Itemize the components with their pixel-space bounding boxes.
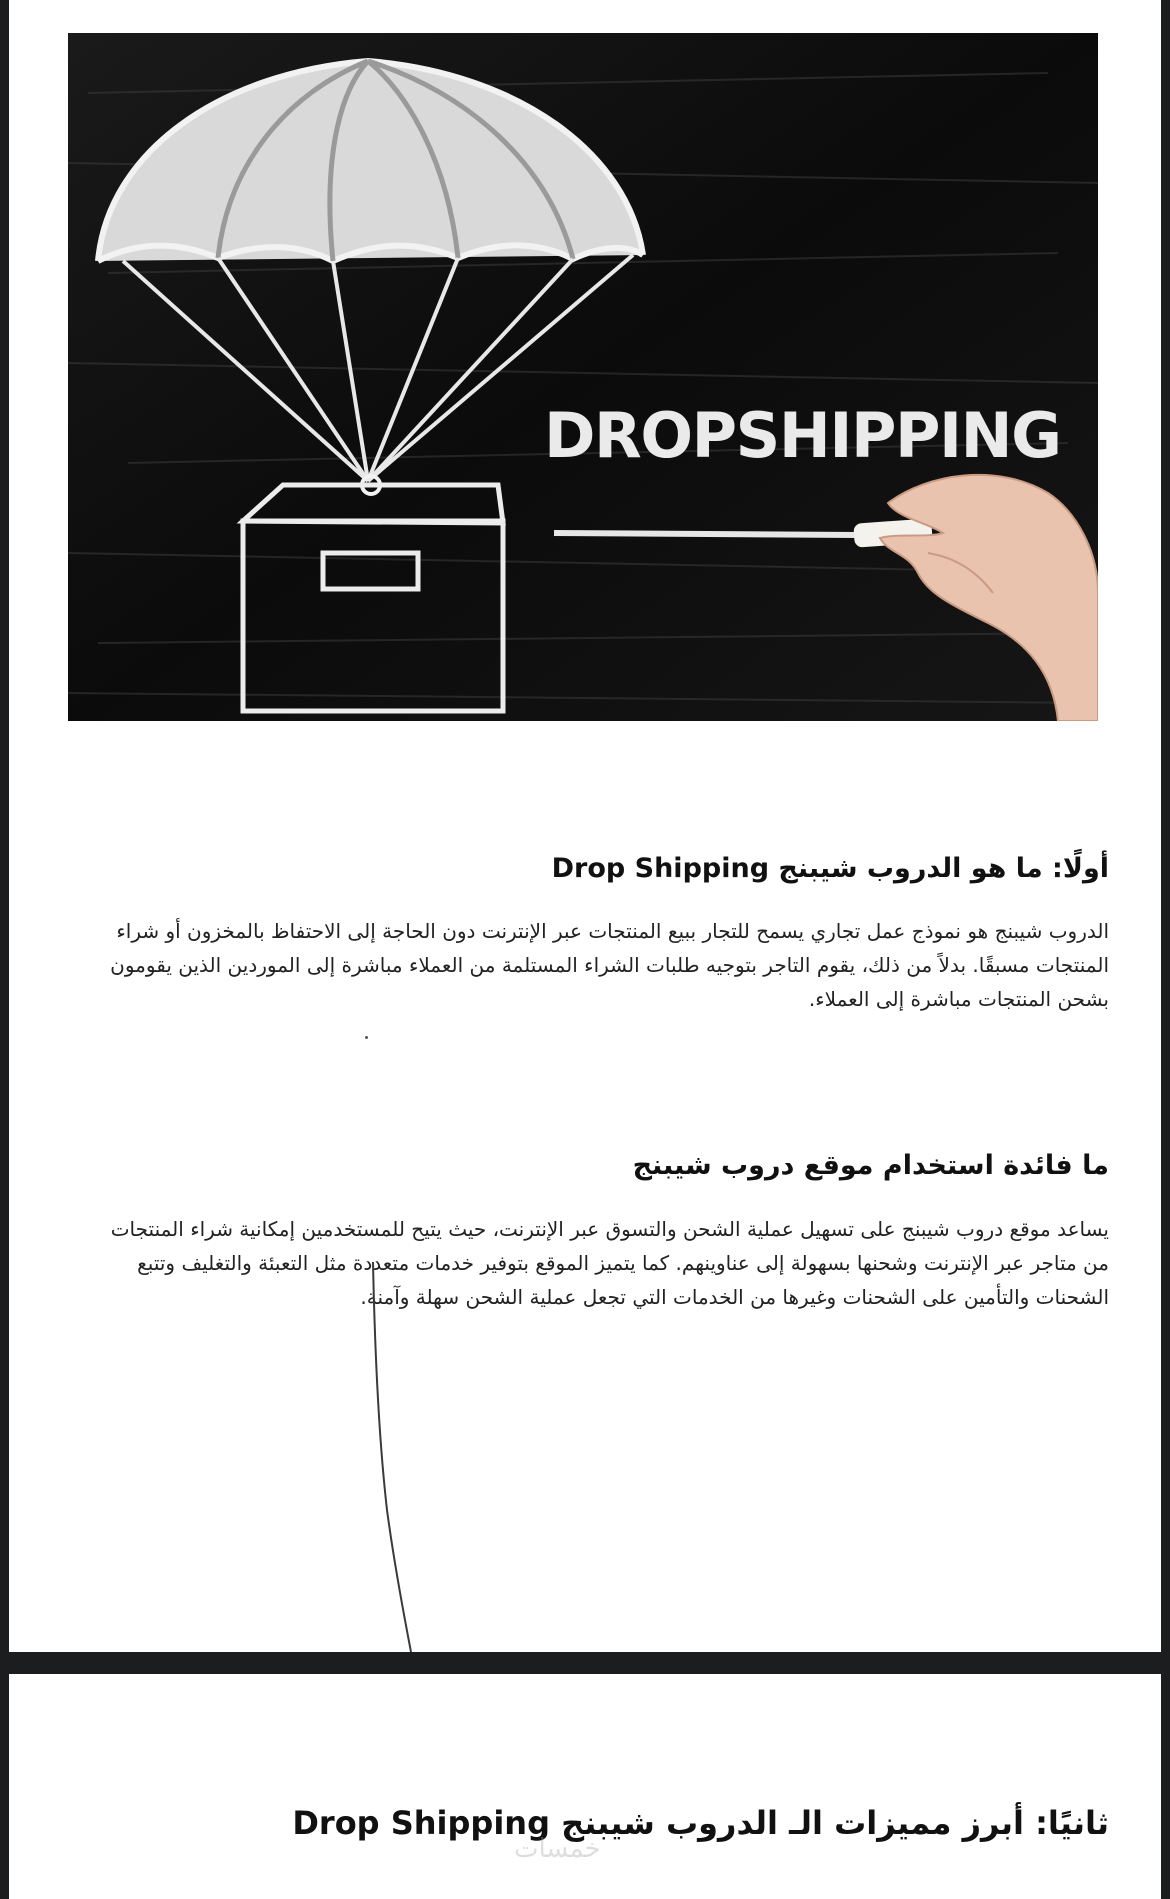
dropshipping-chalk-text: DROPSHIPPING [544, 399, 1064, 472]
document-page-1 [9, 0, 1161, 1652]
dropshipping-hero-image [68, 33, 1098, 721]
heading-benefit-of-dropshipping-site: ما فائدة استخدام موقع دروب شيبنج [632, 1150, 1109, 1181]
heading-what-is-dropshipping: أولًا: ما هو الدروب شيبنج Drop Shipping [551, 853, 1109, 884]
paragraph-what-is-dropshipping: الدروب شيبنج هو نموذج عمل تجاري يسمح للتجار ببيع المنتجات عبر الإنترنت دون الحاجة إلى الاحتفاظ بالمخزون أو شراء المنتجات مسبقًا. بدلاً من ذلك، يقوم التاجر بتوجيه طلبات الشراء المستلمة من العملاء مباشرة إلى الموردين الذين يقومون بشحن المنتجات مباشرة إلى العملاء. [110, 919, 1109, 1011]
watermark-text: خمسات [514, 1834, 601, 1864]
paragraph-benefit-of-dropshipping-site: يساعد موقع دروب شيبنج على تسهيل عملية الشحن والتسوق عبر الإنترنت، حيث يتيح للمستخدمين إمكانية شراء المنتجات من متاجر عبر الإنترنت وشحنها بسهولة إلى عناوينهم. كما يتميز الموقع بتوفير خدمات متعددة مثل التعبئة والتغليف وتتبع الشحنات والتأمين على الشحنات وغيرها من الخدمات التي تجعل عملية الشحن سهلة وآمنة. [110, 1217, 1109, 1309]
document-page-2 [9, 1674, 1161, 1899]
heading-dropshipping-features: ثانيًا: أبرز مميزات الـ الدروب شيبنج Drop Shipping [292, 1804, 1109, 1842]
stray-dot [365, 1036, 368, 1039]
